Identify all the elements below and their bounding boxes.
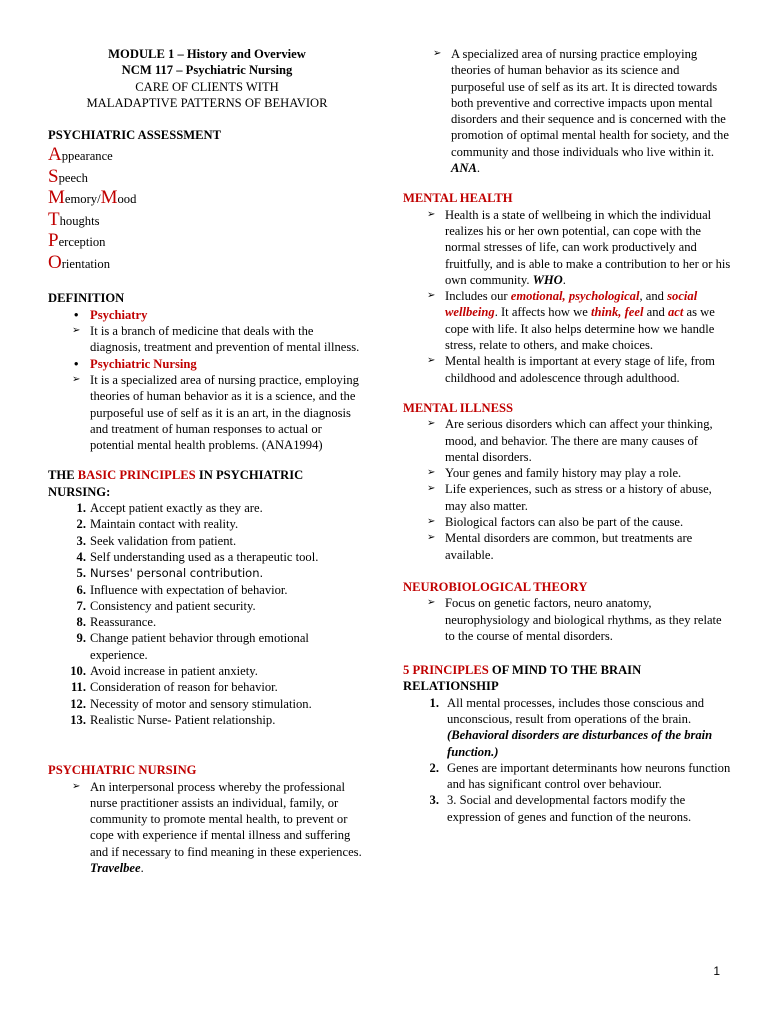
left-column (48, 46, 366, 876)
psychiatric-nursing-definition: ➢ It is a specialized area of nursing practice, employing theories of human behavior as it is a science, and the purposeful use of self as it is an art, in the diagnosis and treatment of human responses to actual or potential mental health problems. (ANA1994) (72, 372, 359, 453)
neurobiological-heading: NEUROBIOLOGICAL THEORY (403, 579, 588, 594)
subtitle-line-1: CARE OF CLIENTS WITH (135, 79, 279, 94)
list-item: 1. Accept patient exactly as they are. (76, 501, 263, 516)
page-number: 1 (713, 964, 720, 978)
mental-illness-heading: MENTAL ILLNESS (403, 400, 513, 415)
arrow-bullet-icon: ➢ (72, 373, 81, 385)
specialized-area-definition: ➢ A specialized area of nursing practice employing theories of human behavior as its science and purposeful use of self as its art. It is directed towards both preventive and corrective impacts upon mental disorders and their sequence and is concerned with the promotion of optimal mental health for society, and the community and those individuals who live within it. ANA. (433, 47, 729, 176)
list-item: 8. Reassurance. (76, 615, 157, 630)
list-item: ➢ Biological factors can also be part of the cause. (427, 515, 684, 530)
definition-heading: DEFINITION (48, 291, 125, 306)
list-item: ➢ Health is a state of wellbeing in which the individual realizes his or her own potential, can cope with the normal stresses of life, can work productively and fruitfully, and is able to make a contribution to her or his own community. WHO. (427, 207, 731, 287)
list-item: 9. Change patient behavior through emotional experience. (76, 631, 309, 662)
list-item: 2. Maintain contact with reality. (76, 517, 239, 532)
arrow-bullet-icon: ➢ (72, 780, 81, 792)
list-item: ➢ Are serious disorders which can affect your thinking, mood, and behavior. The there are many causes of mental disorders. (427, 417, 713, 464)
mental-illness-list (423, 416, 733, 563)
basic-principles-list (68, 500, 366, 728)
arrow-bullet-icon: ➢ (427, 208, 436, 220)
acronym-item: Thoughts (48, 208, 100, 230)
assessment-heading: PSYCHIATRIC ASSESSMENT (48, 128, 221, 143)
psychiatry-term: • Psychiatry (74, 307, 148, 322)
basic-principles-heading: THE BASIC PRINCIPLES IN PSYCHIATRIC NURSING: (48, 468, 304, 499)
arrow-bullet-icon: ➢ (427, 516, 436, 528)
arrow-bullet-icon: ➢ (427, 290, 436, 302)
list-item: ➢ Your genes and family history may play a role. (427, 466, 682, 481)
arrow-bullet-icon: ➢ (433, 48, 442, 59)
mental-health-list (423, 207, 733, 386)
acronym-item: Speech (48, 165, 88, 187)
mental-health-heading: MENTAL HEALTH (403, 191, 513, 206)
list-item: 1. All mental processes, includes those conscious and unconscious, result from operations of the brain. (Behavioral disorders are disturbances of the brain function.) (429, 695, 713, 759)
document-header (48, 46, 366, 111)
arrow-bullet-icon: ➢ (427, 418, 436, 430)
arrow-bullet-icon: ➢ (427, 483, 436, 495)
list-item: 13. Realistic Nurse- Patient relationship. (70, 712, 276, 727)
module-title: MODULE 1 – History and Overview (108, 47, 306, 61)
arrow-bullet-icon: ➢ (427, 467, 436, 479)
arrow-bullet-icon: ➢ (427, 597, 436, 609)
arrow-bullet-icon: ➢ (427, 355, 436, 367)
list-item: 2. Genes are important determinants how neurons function and has significant control over behaviour. (429, 760, 731, 792)
list-item: 3. 3. Social and developmental factors modify the expression of genes and function of the neurons. (429, 793, 692, 824)
arrow-bullet-icon: ➢ (427, 532, 436, 544)
five-principles-heading: 5 PRINCIPLES OF MIND TO THE BRAIN RELATIONSHIP (403, 663, 642, 694)
list-item: ➢ Mental health is important at every stage of life, from childhood and adolescence through adulthood. (427, 354, 715, 385)
acronym-item: Memory/Mood (48, 187, 137, 209)
list-item: 11. Consideration of reason for behavior. (70, 680, 278, 695)
list-item: 12. Necessity of motor and sensory stimulation. (70, 696, 312, 711)
psychiatric-nursing-term: • Psychiatric Nursing (74, 356, 197, 371)
acronym-item: Appearance (48, 144, 113, 166)
list-item: 10. Avoid increase in patient anxiety. (70, 664, 258, 679)
five-principles-list (403, 695, 733, 825)
list-item: ➢ Includes our emotional, psychological, and social wellbeing. It affects how we think, feel and act as we cope with life. It also helps determine how we handle stress, relate to others, and make choices. (427, 289, 715, 353)
right-column (403, 46, 733, 825)
list-item: ➢ Mental disorders are common, but treatments are available. (427, 531, 693, 562)
psychiatric-nursing-heading: PSYCHIATRIC NURSING (48, 763, 197, 778)
acronym-item: Perception (48, 230, 106, 252)
neurobiological-description: ➢ Focus on genetic factors, neuro anatomy, neurophysiology and biological rhythms, as they relate to the course of mental disorders. (427, 596, 722, 643)
list-item: 3. Seek validation from patient. (76, 533, 237, 548)
arrow-bullet-icon: ➢ (72, 325, 81, 337)
list-item: 5. Nurses' personal contribution. (76, 566, 264, 581)
course-title: NCM 117 – Psychiatric Nursing (121, 63, 293, 78)
psychiatric-nursing-description: ➢ An interpersonal process whereby the professional nurse practitioner assists an individual, family, or community to promote mental health, to prevent or cope with experience if mental illness and suffering and if necessary to find meaning in these experiences. Travelbee. (72, 779, 362, 875)
list-item: ➢ Life experiences, such as stress or a history of abuse, may also matter. (427, 482, 712, 513)
list-item: 7. Consistency and patient security. (76, 598, 256, 613)
subtitle-line-2: MALADAPTIVE PATTERNS OF BEHAVIOR (86, 95, 328, 110)
psychiatry-definition: ➢ It is a branch of medicine that deals with the diagnosis, treatment and prevention of mental illness. (72, 324, 360, 355)
list-item: 4. Self understanding used as a therapeutic tool. (76, 549, 319, 564)
list-item: 6. Influence with expectation of behavior. (76, 582, 288, 597)
assessment-acronym-list (48, 145, 366, 274)
acronym-item: Orientation (48, 251, 110, 273)
